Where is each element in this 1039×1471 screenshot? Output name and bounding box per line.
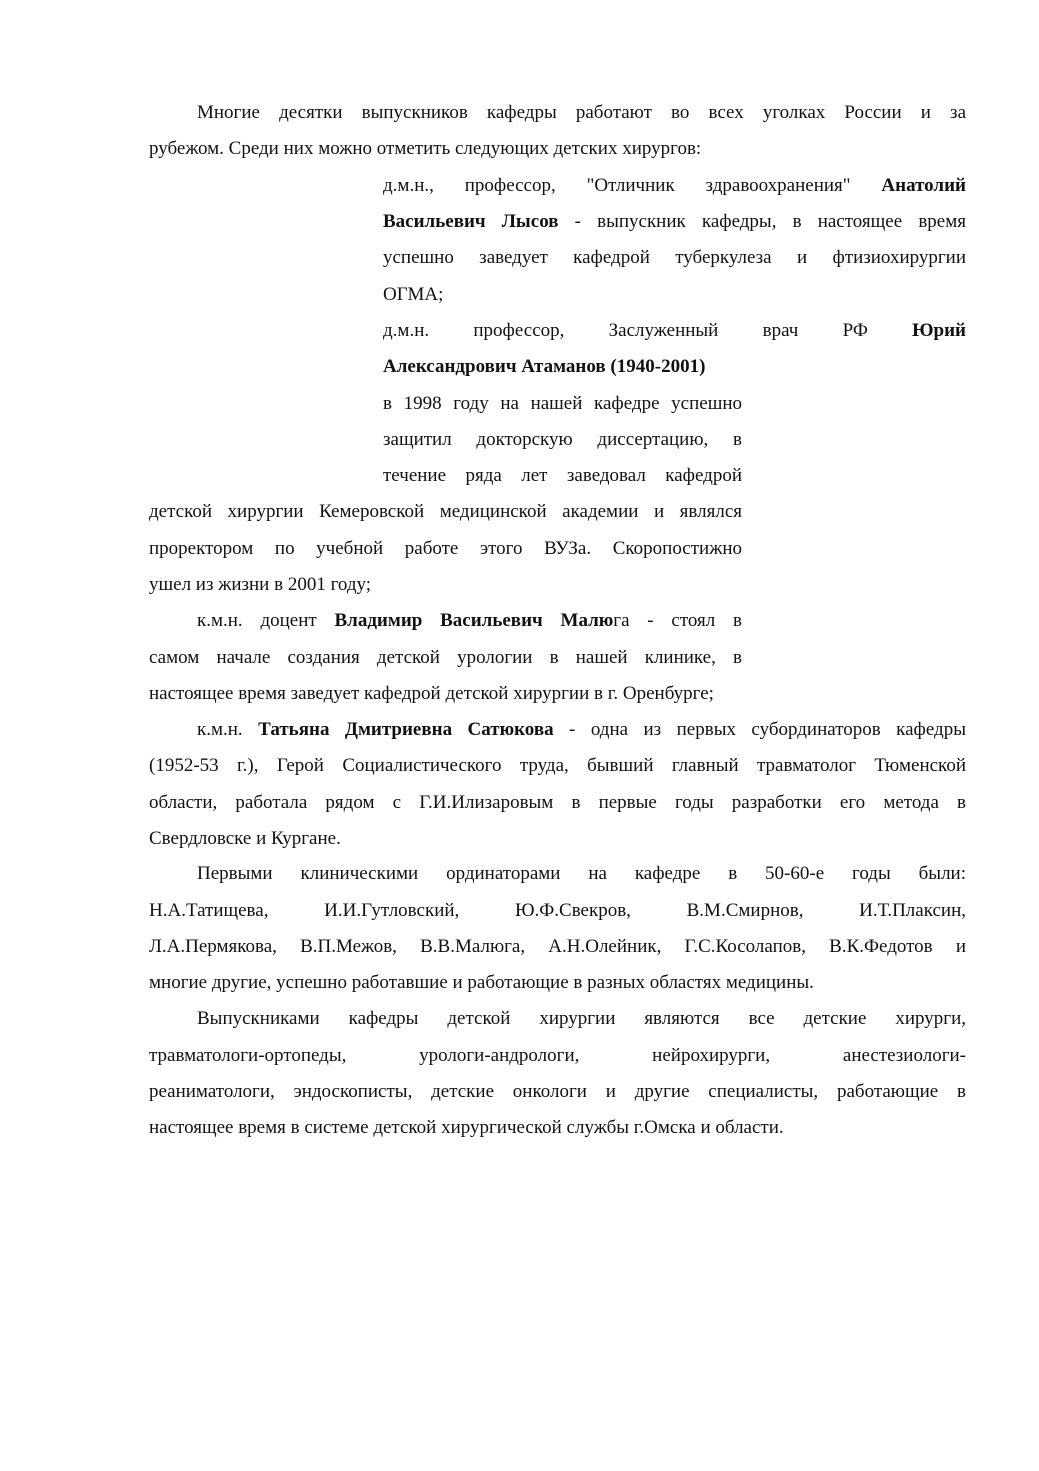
text-line	[149, 791, 966, 815]
text-line	[383, 428, 742, 452]
body-text: защитил докторскую диссертацию, в	[383, 429, 742, 450]
text-line	[383, 355, 705, 379]
text-line	[383, 210, 966, 234]
text-line	[197, 862, 966, 886]
text-line	[383, 246, 966, 270]
body-text: д.м.н. профессор, Заслуженный врач РФ	[383, 320, 913, 341]
text-line	[149, 537, 742, 561]
text-line	[149, 137, 701, 161]
text-line	[197, 718, 966, 742]
text-line	[383, 464, 742, 488]
body-text: настоящее время заведует кафедрой детской хирургии в г. Оренбурге;	[149, 683, 714, 704]
text-line	[149, 646, 742, 670]
text-line	[197, 101, 966, 125]
body-text: течение ряда лет заведовал кафедрой	[383, 465, 742, 486]
body-text: ушел из жизни в 2001 году;	[149, 574, 372, 595]
text-line	[149, 573, 371, 597]
bold-name-text: Владимир Васильевич Малю	[334, 610, 614, 631]
body-text: (1952-53 г.), Герой Социалистического труда, бывший главный травматолог Тюменской	[149, 755, 966, 776]
text-line	[149, 971, 814, 995]
text-line	[149, 682, 714, 706]
text-line	[149, 899, 966, 923]
text-line	[149, 500, 742, 524]
bold-name-text: Татьяна Дмитриевна Сатюкова	[258, 719, 554, 740]
body-text: рубежом. Среди них можно отметить следующих детских хирургов:	[149, 138, 702, 159]
text-line	[149, 827, 341, 851]
text-line	[383, 319, 966, 343]
text-line	[149, 1080, 966, 1104]
body-text: Первыми клиническими ординаторами на кафедре в 50-60-е годы были:	[197, 863, 966, 884]
text-line	[197, 1007, 966, 1031]
body-text: к.м.н. доцент	[197, 610, 335, 631]
body-text: проректором по учебной работе этого ВУЗа. Скоропостижно	[149, 538, 742, 559]
bold-name-text: Васильевич Лысов	[383, 211, 559, 232]
body-text: многие другие, успешно работавшие и работающие в разных областях медицины.	[149, 972, 814, 993]
text-line	[383, 392, 742, 416]
body-text: - выпускник кафедры, в настоящее время	[558, 211, 966, 232]
body-text: - одна из первых субординаторов кафедры	[553, 719, 966, 740]
body-text: Н.А.Татищева, И.И.Гутловский, Ю.Ф.Свекров, В.М.Смирнов, И.Т.Плаксин,	[149, 900, 966, 921]
body-text: успешно заведует кафедрой туберкулеза и фтизиохирургии	[383, 247, 966, 268]
body-text: травматологи-ортопеды, урологи-андрологи, нейрохирурги, анестезиологи-	[149, 1045, 966, 1066]
body-text: га - стоял в	[613, 610, 742, 631]
body-text: самом начале создания детской урологии в нашей клинике, в	[149, 647, 742, 668]
body-text: Л.А.Пермякова, В.П.Межов, В.В.Малюга, А.Н.Олейник, Г.С.Косолапов, В.К.Федотов и	[149, 936, 966, 957]
text-line	[149, 1116, 784, 1140]
text-line	[149, 935, 966, 959]
body-text: к.м.н.	[197, 719, 259, 740]
body-text: реаниматологи, эндоскописты, детские онкологи и другие специалисты, работающие в	[149, 1081, 966, 1102]
body-text: области, работала рядом с Г.И.Илизаровым в первые годы разработки его метода в	[149, 792, 966, 813]
text-line	[197, 609, 742, 633]
text-line	[383, 283, 443, 307]
text-line	[149, 1044, 966, 1068]
body-text: настоящее время в системе детской хирургической службы г.Омска и области.	[149, 1117, 784, 1138]
body-text: в 1998 году на нашей кафедре успешно	[383, 393, 742, 414]
bold-name-text: Александрович Атаманов (1940-2001)	[383, 356, 706, 377]
body-text: д.м.н., профессор, "Отличник здравоохранения"	[383, 175, 882, 196]
body-text: ОГМА;	[383, 284, 444, 305]
bold-name-text: Юрий	[912, 320, 966, 341]
text-line	[149, 754, 966, 778]
body-text: Многие десятки выпускников кафедры работают во всех уголках России и за	[197, 102, 966, 123]
body-text: детской хирургии Кемеровской медицинской академии и являлся	[149, 501, 742, 522]
body-text: Выпускниками кафедры детской хирургии являются все детские хирурги,	[197, 1008, 966, 1029]
bold-name-text: Анатолий	[881, 175, 966, 196]
body-text: Свердловске и Кургане.	[149, 828, 341, 849]
text-line	[383, 174, 966, 198]
